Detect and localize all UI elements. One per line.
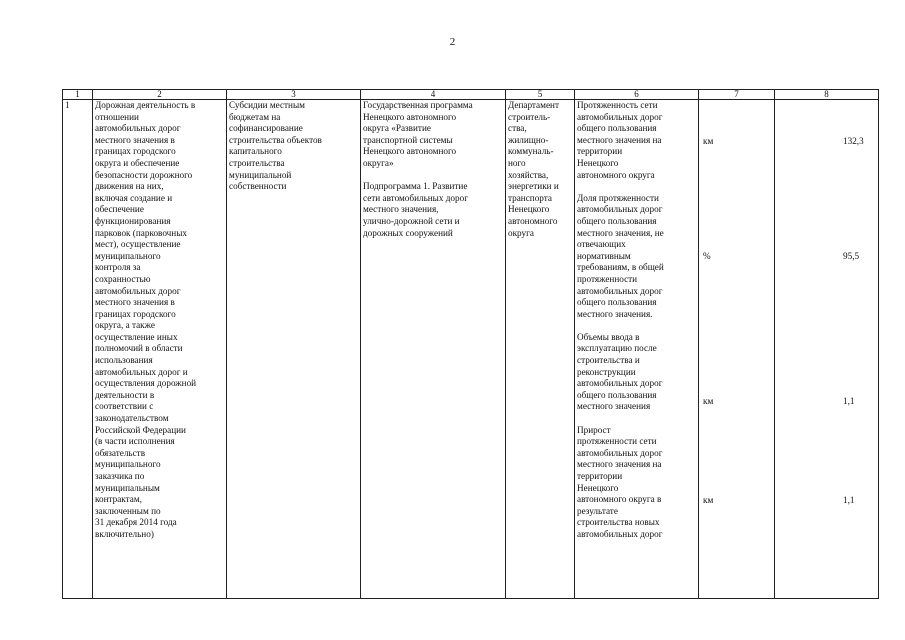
activity-text: Дорожная деятельность в отношении автомобильных дорог местного значения в границах городского округа и обеспечение безопасности дорожного движения на них, включая создание и обеспечение функционирования парковок (парковочных мест), осуществление муниципального контроля за сохранностью автомобильных дорог местного значения в границах городского округа, а также осуществление иных полномочий в области использования автомобильных дорог и осуществления дорожной деятельности в соответствии с законодательством Российской Федерации (в части исполнения обязательств муниципального заказчика по муниципальным контрактам, заключенным по 31 декабря 2014 года включительно) — [95, 100, 197, 539]
activity-cell — [93, 100, 227, 599]
header-col-2: 2 — [93, 90, 227, 100]
header-col-1: 1 — [63, 90, 93, 100]
metric-text-4: Прирост протяженности сети автомобильных дорог местного значения на территории Ненецкого автономного округа в результате строительства новых автомобильных дорог — [577, 424, 663, 539]
program-table — [62, 89, 879, 599]
value-2: 95,5 — [843, 251, 860, 261]
units-cell — [699, 100, 775, 599]
metric-text-3: Объемы ввода в эксплуатацию после строительства и реконструкции автомобильных дорог общего пользования местного значения — [577, 331, 663, 412]
page-number: 2 — [449, 36, 456, 48]
table-row — [63, 100, 879, 599]
header-row — [63, 90, 879, 100]
values-cell — [775, 100, 879, 599]
unit-2: % — [703, 251, 711, 261]
metric-text-1: Протяженность сети автомобильных дорог общего пользования местного значения на территории Ненецкого автономного округа — [577, 100, 663, 180]
metric-text-2: Доля протяженности автомобильных дорог общего пользования местного значения, не отвечающих нормативным требованиям, в общей протяженности автомобильных дорог общего пользования местного значения. — [577, 192, 664, 319]
subsidy-text: Субсидии местным бюджетам на софинансирование строительства объектов капитального строительства муниципальной собственности — [229, 100, 322, 192]
header-col-7: 7 — [699, 90, 775, 100]
row-number: 1 — [63, 100, 93, 599]
unit-3: км — [703, 396, 714, 406]
department-cell — [506, 100, 575, 599]
unit-1: км — [703, 136, 714, 146]
value-4: 1,1 — [843, 495, 855, 505]
value-3: 1,1 — [843, 396, 855, 406]
department-text: Департамент строитель- ства, жилищно- коммуналь- ного хозяйства, энергетики и транспорта Ненецкого автономного округа — [508, 100, 559, 238]
unit-4: км — [703, 495, 714, 505]
subprogram-text: Подпрограмма 1. Развитие сети автомобильных дорог местного значения, улично-дорожной сети и дорожных сооружений — [363, 181, 468, 238]
header-col-5: 5 — [506, 90, 575, 100]
header-col-8: 8 — [775, 90, 879, 100]
header-col-4: 4 — [361, 90, 506, 100]
subsidy-cell — [227, 100, 361, 599]
metrics-cell — [575, 100, 699, 599]
header-col-6: 6 — [575, 90, 699, 100]
header-col-3: 3 — [227, 90, 361, 100]
program-text: Государственная программа Ненецкого автономного округа «Развитие транспортной системы Ненецкого автономного округа» — [363, 100, 473, 168]
program-cell — [361, 100, 506, 599]
value-1: 132,3 — [843, 136, 864, 146]
